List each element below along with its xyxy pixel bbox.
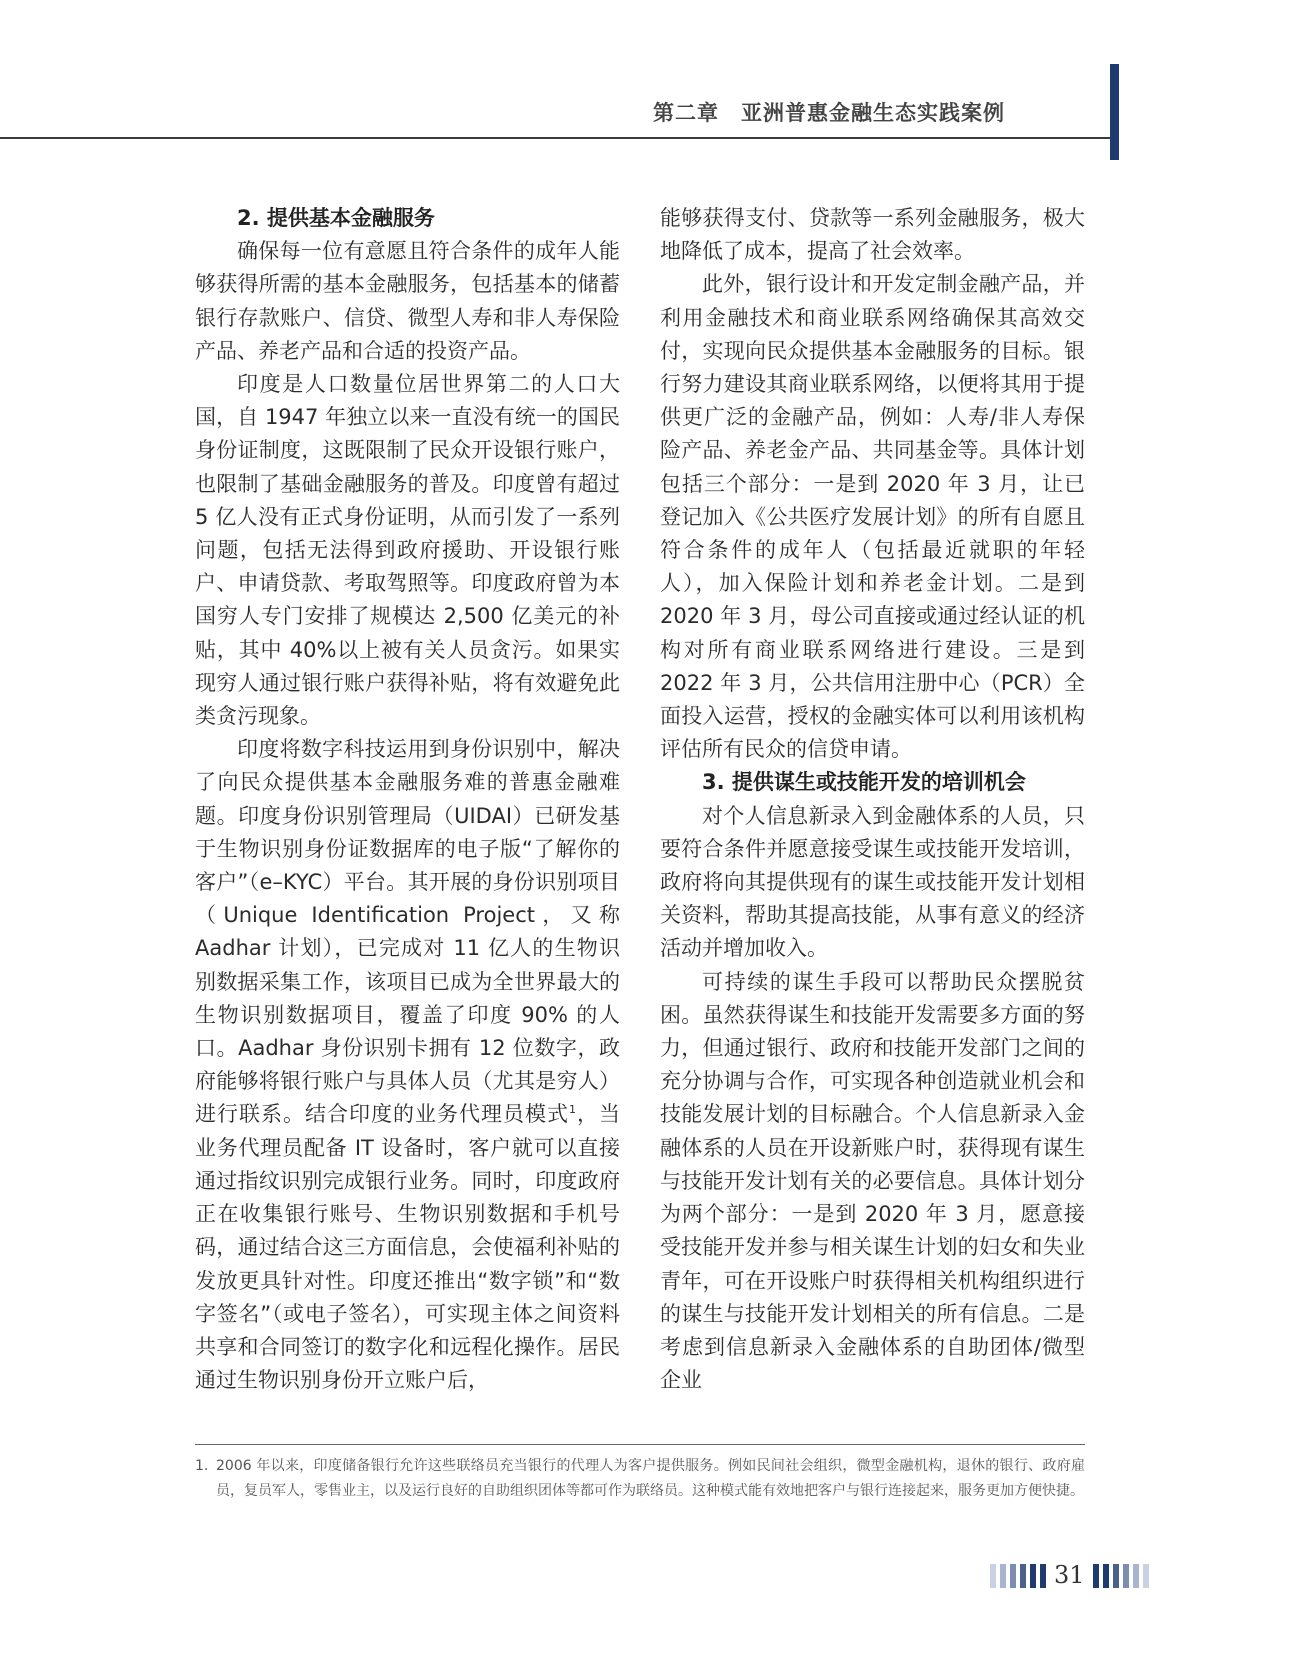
page-number-stripes-right xyxy=(1093,1564,1149,1588)
chapter-title: 第二章 亚洲普惠金融生态实践案例 xyxy=(653,101,1005,125)
body-paragraph: 印度是人口数量位居世界第二的人口大国，自 1947 年独立以来一直没有统一的国民身份证制度，这既限制了民众开设银行账户，也限制了基础金融服务的普及。印度曾有超过 5 亿人没有正式身份证明，从而引发了一系列问题，包括无法得到政府援助、开设银行账户、申请贷款、考取驾照等。印度政府曾为本国穷人专门安排了规模达 2,500 亿美元的补贴，其中 40%以上被有关人员贪污。如果实现穷人通过银行账户获得补贴，将有效避免此类贪污现象。 xyxy=(195,372,620,729)
body-paragraph: 对个人信息新录入到金融体系的人员，只要符合条件并愿意接受谋生或技能开发培训，政府将向其提供现有的谋生或技能开发计划相关资料，帮助其提高技能，从事有意义的经济活动并增加收入。 xyxy=(660,803,1085,961)
header-accent-bar xyxy=(1110,64,1119,160)
footnote-text: 2006 年以来，印度储备银行允许这些联络员充当银行的代理人为客户提供服务。例如民间社会组织，微型金融机构，退休的银行、政府雇员，复员军人，零售业主，以及运行良好的自助组织团体等都可作为联络员。这种模式能有效地把客户与银行连接起来，服务更加方便快捷。 xyxy=(216,1458,1085,1499)
body-paragraph-aadhar xyxy=(195,733,620,1397)
page-number: 31 xyxy=(1054,1561,1085,1589)
body-paragraph-continued: 能够获得支付、贷款等一系列金融服务，极大地降低了成本，提高了社会效率。 xyxy=(660,206,1085,264)
paragraph-text: ，当业务代理员配备 IT 设备时，客户就可以直接通过指纹识别完成银行业务。同时，印度政府正在收集银行账号、生物识别数据和手机号码，通过结合这三方面信息，会使福利补贴的发放更具针对性。印度还推出“数字锁”和“数字签名”（或电子签名），可实现主体之间资料共享和合同签订的数字化和远程化操作。居民通过生物识别身份开立账户后， xyxy=(195,1102,620,1393)
header-rule xyxy=(0,137,1118,139)
section-heading-basic-services: 2. 提供基本金融服务 xyxy=(237,206,435,230)
body-paragraph: 此外，银行设计和开发定制金融产品，并利用金融技术和商业联系网络确保其高效交付，实现向民众提供基本金融服务的目标。银行努力建设其商业联系网络，以便将其用于提供更广泛的金融产品，例如：人寿/非人寿保险产品、养老金产品、共同基金等。具体计划包括三个部分：一是到 2020 年 3 月，让已登记加入《公共医疗发展计划》的所有自愿且符合条件的成年人（包括最近就职的年轻人），加入保险计划和养老金计划。二是到 2020 年 3 月，母公司直接或通过经认证的机构对所有商业联系网络进行建设。三是到 2022 年 3 月，公共信用注册中心（PCR）全面投入运营，授权的金融实体可以利用该机构评估所有民众的信贷申请。 xyxy=(660,272,1085,762)
footnote-reference[interactable]: 1 xyxy=(569,1103,576,1117)
body-paragraph: 确保每一位有意愿且符合条件的成年人能够获得所需的基本金融服务，包括基本的储蓄银行存款账户、信贷、微型人寿和非人寿保险产品、养老产品和合适的投资产品。 xyxy=(195,239,620,363)
page-number-stripes-left xyxy=(990,1564,1046,1588)
left-column xyxy=(195,202,620,1397)
footnote-number: 1. xyxy=(195,1458,209,1474)
paragraph-text: 印度将数字科技运用到身份识别中，解决了向民众提供基本金融服务难的普惠金融难题。印度身份识别管理局（UIDAI）已研发基于生物识别身份证数据库的电子版“了解你的客户”（e–KYC）平台。其开展的身份识别项目（Unique Identification Project，又称 Aadhar 计划），已完成对 11 亿人的生物识别数据采集工作，该项目已成为全世界最大的生物识别数据项目，覆盖了印度 90% 的人口。Aadhar 身份识别卡拥有 12 位数字，政府能够将银行账户与具体人员（尤其是穷人）进行联系。结合印度的业务代理员模式 xyxy=(195,737,620,1127)
footnote-rule xyxy=(195,1444,1085,1445)
section-heading-training: 3. 提供谋生或技能开发的培训机会 xyxy=(702,770,1026,795)
footnote xyxy=(195,1454,1085,1504)
right-column xyxy=(660,202,1085,1397)
body-paragraph: 可持续的谋生手段可以帮助民众摆脱贫困。虽然获得谋生和技能开发需要多方面的努力，但通过银行、政府和技能开发部门之间的充分协调与合作，可实现各种创造就业机会和技能发展计划的目标融合。个人信息新录入金融体系的人员在开设新账户时，获得现有谋生与技能开发计划有关的必要信息。具体计划分为两个部分：一是到 2020 年 3 月，愿意接受技能开发并参与相关谋生计划的妇女和失业青年，可在开设账户时获得相关机构组织进行的谋生与技能开发计划相关的所有信息。二是考虑到信息新录入金融体系的自助团体/微型企业 xyxy=(660,969,1085,1393)
